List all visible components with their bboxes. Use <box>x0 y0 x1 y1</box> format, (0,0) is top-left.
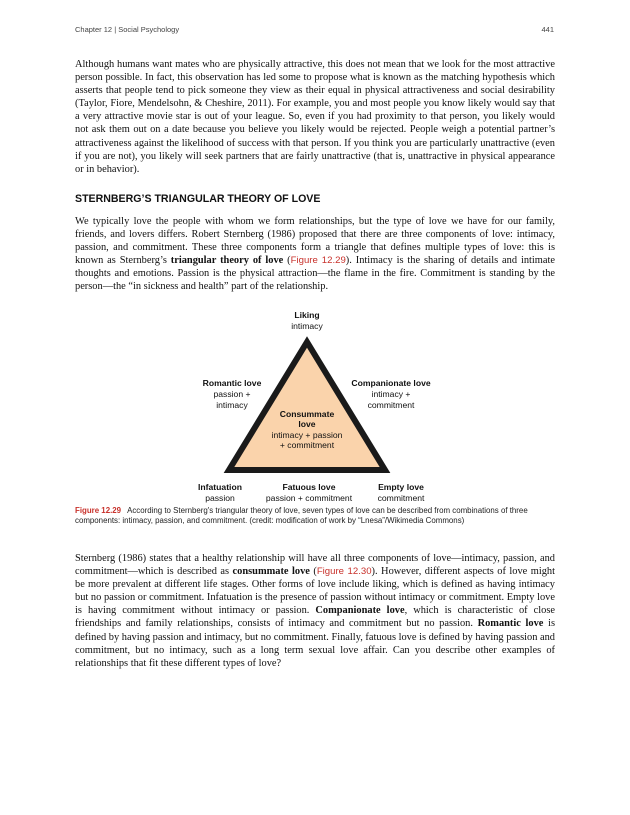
label-liking: Liking <box>294 310 320 320</box>
figure-caption <box>75 506 545 527</box>
label-fatuous-love: Fatuous love <box>282 482 336 492</box>
label-consummate-love: Consummate <box>279 409 335 419</box>
label-romantic-love-sub2: intimacy <box>216 400 248 410</box>
label-companionate-love-sub2: commitment <box>367 400 415 410</box>
key-term-triangular-theory: triangular theory of love <box>170 255 284 267</box>
paragraph-text: ( <box>283 255 291 267</box>
triangle-diagram <box>180 305 450 505</box>
paragraph-text: , which is characteristic of close friendships and family relationships, consists of intimacy and commitment but no passion. <box>75 605 555 630</box>
paragraph-triangular-theory <box>75 215 555 294</box>
figure-caption-text: According to Sternberg's triangular theory of love, seven types of love can be described from combinations of three components: intimacy, passion, and commitment. (credit: modification of work by “Lnesa”/Wikimedia Commons) <box>75 506 528 526</box>
section-heading: STERNBERG’S TRIANGULAR THEORY OF LOVE <box>75 193 321 205</box>
figure-caption-label: Figure 12.29 <box>75 506 122 515</box>
label-fatuous-love-sub: passion + commitment <box>265 493 353 503</box>
label-romantic-love-sub1: passion + <box>213 389 251 399</box>
label-empty-love: Empty love <box>378 482 424 492</box>
figure-link-12-30[interactable]: Figure 12.30 <box>316 566 372 578</box>
label-consummate-love-2: love <box>298 419 316 429</box>
key-term-companionate-love: Companionate love <box>315 605 405 617</box>
key-term-romantic-love: Romantic love <box>477 618 544 630</box>
label-romantic-love: Romantic love <box>202 378 262 388</box>
paragraph-matching-hypothesis: Although humans want mates who are physically attractive, this does not mean that we look for the most attractive person possible. In fact, this observation has led some to propose what is known as the matching hypothesis which asserts that people tend to pick someone they view as their equal in physical attractiveness and social desirability (Taylor, Fiore, Mendelsohn, & Cheshire, 2011). For example, you and most people you know likely would say that a very attractive movie star is out of your league. So, even if you had proximity to that person, you likely would not ask them out on a date because you believe you likely would be rejected. People weigh a potential partner’s attractiveness against the likelihood of success with that person. If you think you are particularly unattractive (even if you are not), you likely will seek partners that are fairly unattractive (that is, unattractive in physical appearance or in behavior). <box>75 59 555 175</box>
love-triangle <box>229 342 385 470</box>
paragraph-text: ). Intimacy is the sharing of details and intimate thoughts and emotions. Passion is the physical attraction—the flame in the fire. Commitment is standing by the person—the “in sickness and health” part of the relationship. <box>75 255 555 293</box>
paragraph-text: ( <box>309 566 317 578</box>
paragraph-text: ). However, different aspects of love might be more prevalent at different life stages. Other forms of love include liking, which is defined as having intimacy but no passion or commitment. Infatuation is the presence of passion without intimacy or commitment. Empty love is having commitment without intimacy or passion. <box>75 566 555 617</box>
label-consummate-love-sub2: + commitment <box>279 440 335 450</box>
key-term-consummate-love: consummate love <box>232 566 310 578</box>
label-consummate-love-sub1: intimacy + passion <box>271 430 343 440</box>
paragraph-text: We typically love the people with whom we form relationships, but the type of love we have for our family, friends, and lovers differs. Robert Sternberg (1986) proposed that there are three components of love: intimacy, passion, and commitment. These three components form a triangle that defines multiple types of love: this is known as Sternberg’s <box>75 216 555 267</box>
label-empty-love-sub: commitment <box>377 493 425 503</box>
paragraph-consummate-love <box>75 552 555 670</box>
paragraph-text: is defined by having passion and intimacy, but no commitment. Finally, fatuous love is defined by having passion and commitment, but no intimacy, such as a long term sexual love affair. Can you describe other examples of relationships that fit these different types of love? <box>75 618 556 669</box>
label-infatuation: Infatuation <box>198 482 242 492</box>
running-header-chapter: Chapter 12 | Social Psychology <box>75 25 180 34</box>
label-liking-sub: intimacy <box>291 321 323 331</box>
label-companionate-love-sub1: intimacy + <box>371 389 411 399</box>
label-infatuation-sub: passion <box>205 493 235 503</box>
page-number: 441 <box>541 25 554 34</box>
label-companionate-love: Companionate love <box>351 378 431 388</box>
paragraph-text: Sternberg (1986) states that a healthy relationship will have all three components of love—intimacy, passion, and commitment—which is described as <box>75 553 555 578</box>
figure-link-12-29[interactable]: Figure 12.29 <box>290 255 346 267</box>
